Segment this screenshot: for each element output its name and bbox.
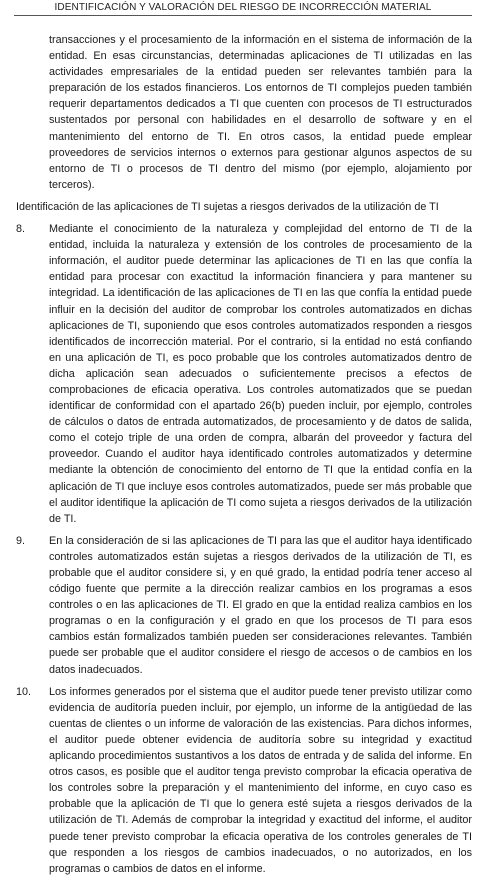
paragraph-number: 10. (16, 685, 32, 698)
running-header: IDENTIFICACIÓN Y VALORACIÓN DEL RIESGO DE INCORRECCIÓN MATERIAL (54, 2, 432, 13)
paragraph-number: 8. (16, 223, 26, 236)
numbered-paragraph-10 (16, 684, 472, 877)
numbered-paragraph-8 (16, 221, 472, 527)
paragraph-text: Mediante el conocimiento de la naturaleza y complejidad del entorno de TI de la entidad, incluida la naturaleza y extensión de los controles de procesamiento de la información, el auditor puede determinar las aplicaciones de TI en las que confía la entidad para procesar con exactitud la información financiera y para mantener su integridad. La identificación de las aplicaciones de TI en las que confía la entidad puede influir en la decisión del auditor de comprobar los controles automatizados en dichas aplicaciones de TI, suponiendo que esos controles automatizados responden a riesgos identificados de incorrección material. Por el contrario, si la entidad no está confiando en una aplicación de TI, es poco probable que los controles automatizados dentro de dicha aplicación sean adecuados o suficientemente precisos a efectos de comprobaciones de eficacia operativa. Los controles automatizados que se puedan identificar de conformidad con el apartado 26(b) pueden incluir, por ejemplo, controles de cálculos o datos de entrada automatizados, de procesamiento y de datos de salida, como el cotejo triple de una orden de compra, albarán del proveedor y factura del proveedor. Cuando el auditor haya identificado controles automatizados y determine mediante la obtención de conocimiento del entorno de TI que la entidad confía en la aplicación de TI que incluye esos controles automatizados, puede ser más probable que el auditor identifique la aplicación de TI como sujeta a riesgos derivados de la utilización de TI. (49, 223, 472, 525)
header-rule (14, 15, 472, 16)
numbered-paragraph-9 (16, 533, 472, 678)
paragraph-number: 9. (16, 534, 26, 547)
paragraph-text: Los informes generados por el sistema que el auditor puede tener previsto utilizar como evidencia de auditoría pueden incluir, por ejemplo, un informe de la antigüedad de las cuentas de clientes o un informe de valoración de las existencias. Para dichos informes, el auditor puede obtener evidencia de auditoría sobre su integridad y exactitud aplicando procedimientos sustantivos a los datos de entrada y de salida del informe. En otros casos, es posible que el auditor tenga previsto comprobar la eficacia operativa de los controles sobre la preparación y el mantenimiento del informe, en cuyo caso es probable que la aplicación de TI que lo genera esté sujeta a riesgos derivados de la utilización de TI. Además de comprobar la integridad y exactitud del informe, el auditor puede tener previsto comprobar la eficacia operativa de los controles generales de TI que responden a los riesgos de cambios inadecuados, o no autorizados, en los programas o cambios de datos en el informe. (49, 685, 472, 875)
document-body (16, 32, 472, 883)
paragraph-text: En la consideración de si las aplicaciones de TI para las que el auditor haya identificado controles automatizados están sujetas a riesgos derivados de la utilización de TI, es probable que el auditor considere si, y en qué grado, la entidad podría tener acceso al código fuente que permite a la dirección realizar cambios en los programas a esos controles o en las aplicaciones de TI. El grado en que la entidad realiza cambios en los programas o en la configuración y el grado en que los procesos de TI para esos cambios están formalizados también pueden ser consideraciones relevantes. También puede ser probable que el auditor considere el riesgo de accesos o de cambios en los datos inadecuados. (49, 534, 472, 676)
section-subheading: Identificación de las aplicaciones de TI sujetas a riesgos derivados de la utilización de TI (16, 200, 439, 213)
continuation-paragraph: transacciones y el procesamiento de la información en el sistema de información de la entidad. En esas circunstancias, determinadas aplicaciones de TI utilizadas en las actividades empresariales de la entidad pueden ser relevantes también para la preparación de los estados financieros. Los entornos de TI complejos pueden también requerir departamentos dedicados a TI que cuenten con procesos de TI estructurados sustentados por personal con habilidades en el desarrollo de software y en el mantenimiento del entorno de TI. En otros casos, la entidad puede emplear proveedores de servicios internos o externos para gestionar algunos aspectos de su entorno de TI o procesos de TI dentro del mismo (por ejemplo, alojamiento por terceros). (49, 34, 472, 191)
